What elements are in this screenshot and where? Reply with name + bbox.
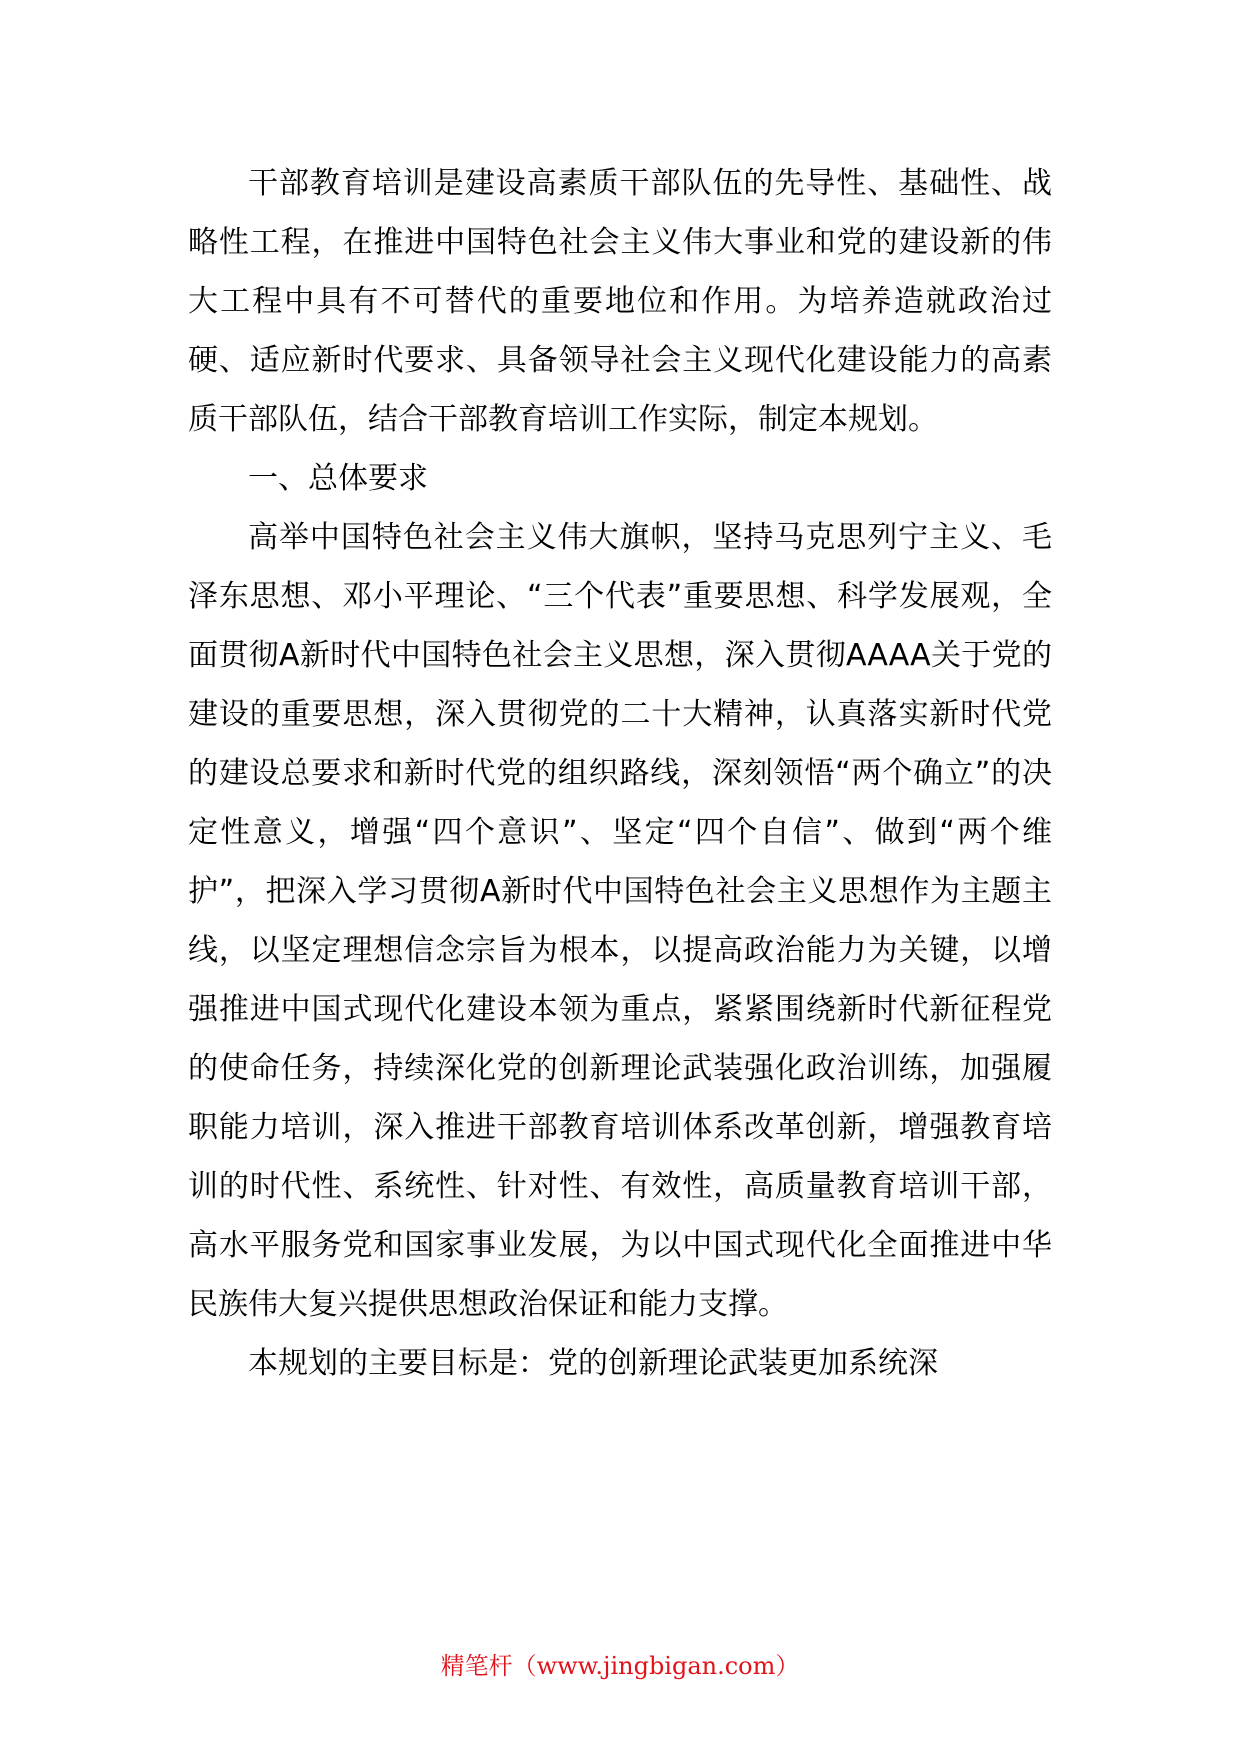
main-goals-paragraph: 本规划的主要目标是：党的创新理论武装更加系统深 [248, 1346, 938, 1381]
general-requirements-paragraph: 高举中国特色社会主义伟大旗帜，坚持马克思列宁主义、毛泽东思想、邓小平理论、“三个代表”重要思想、科学发展观，全面贯彻A新时代中国特色社会主义思想，深入贯彻AAAA关于党的建设的重要思想，深入贯彻党的二十大精神，认真落实新时代党的建设总要求和新时代党的组织路线，深刻领悟“两个确立”的决定性意义，增强“四个意识”、坚定“四个自信”、做到“两个维护”，把深入学习贯彻A新时代中国特色社会主义思想作为主题主线，以坚定理想信念宗旨为根本，以提高政治能力为关键，以增强推进中国式现代化建设本领为重点，紧紧围绕新时代新征程党的使命任务，持续深化党的创新理论武装强化政治训练，加强履职能力培训，深入推进干部教育培训体系改革创新，增强教育培训的时代性、系统性、针对性、有效性，高质量教育培训干部，高水平服务党和国家事业发展，为以中国式现代化全面推进中华民族伟大复兴提供思想政治保证和能力支撑。 [188, 520, 1052, 1322]
document-body [188, 154, 1052, 1393]
intro-paragraph: 干部教育培训是建设高素质干部队伍的先导性、基础性、战略性工程，在推进中国特色社会主义伟大事业和党的建设新的伟大工程中具有不可替代的重要地位和作用。为培养造就政治过硬、适应新时代要求、具备领导社会主义现代化建设能力的高素质干部队伍，结合干部教育培训工作实际，制定本规划。 [188, 166, 1052, 437]
section-heading-general-requirements: 一、总体要求 [248, 461, 428, 496]
footer-watermark: 精笔杆（www.jingbigan.com） [440, 1652, 800, 1680]
